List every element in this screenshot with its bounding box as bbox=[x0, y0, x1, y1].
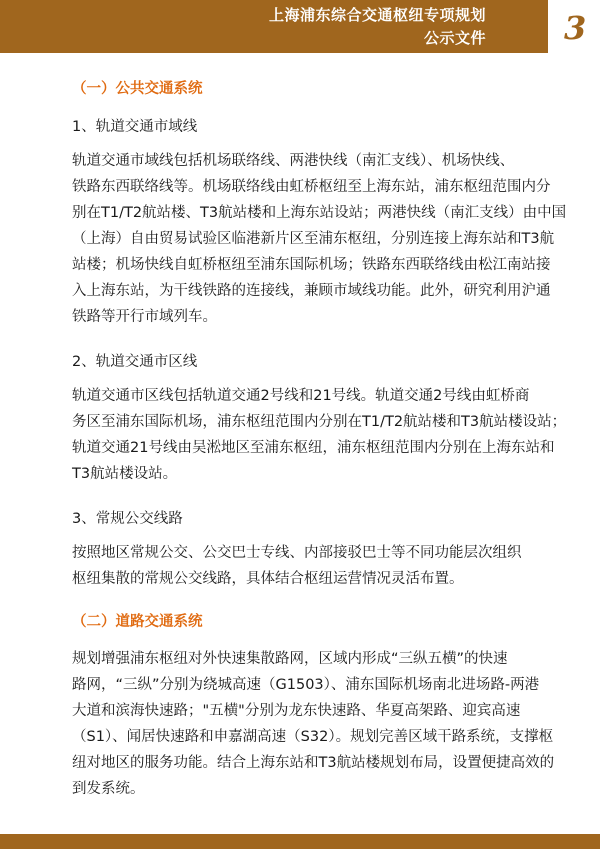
paragraph-line: 务区至浦东国际机场，浦东枢纽范围内分别在T1/T2航站楼和T3航站楼设站； bbox=[72, 414, 567, 430]
paragraph-line: 纽对地区的服务功能。结合上海东站和T3航站楼规划布局，设置便捷高效的 bbox=[72, 755, 555, 771]
section-heading-road-transport: （二）道路交通系统 bbox=[72, 614, 203, 630]
document-subtitle: 公示文件 bbox=[423, 29, 486, 47]
paragraph-line: 轨道交通市区线包括轨道交通2号线和21号线。轨道交通2号线由虹桥商 bbox=[72, 388, 530, 404]
page-number-box bbox=[548, 0, 600, 58]
subheading-suburban-rail: 1、轨道交通市域线 bbox=[72, 119, 198, 135]
paragraph-bus-routes bbox=[72, 540, 562, 592]
paragraph-line: 大道和滨海快速路；"五横"分别为龙东快速路、华夏高架路、迎宾高速 bbox=[72, 703, 521, 719]
paragraph-line: 规划增强浦东枢纽对外快速集散路网，区域内形成“三纵五横”的快速 bbox=[72, 651, 508, 667]
paragraph-line: 到发系统。 bbox=[72, 781, 145, 797]
subheading-urban-rail: 2、轨道交通市区线 bbox=[72, 354, 198, 370]
header-band bbox=[0, 0, 548, 53]
subheading-bus-routes: 3、常规公交线路 bbox=[72, 511, 183, 527]
paragraph-line: 按照地区常规公交、公交巴士专线、内部接驳巴士等不同功能层次组织 bbox=[72, 545, 522, 561]
paragraph-line: 入上海东站，为干线铁路的连接线，兼顾市域线功能。此外，研究利用沪通 bbox=[72, 283, 551, 299]
paragraph-line: 别在T1/T2航站楼、T3航站楼和上海东站设站；两港快线（南汇支线）由中国 bbox=[72, 205, 567, 221]
paragraph-road-network bbox=[72, 646, 562, 802]
paragraph-line: T3航站楼设站。 bbox=[72, 466, 178, 482]
paragraph-line: 站楼；机场快线自虹桥枢纽至浦东国际机场；铁路东西联络线由松江南站接 bbox=[72, 257, 551, 273]
paragraph-line: 轨道交通21号线由吴淞地区至浦东枢纽，浦东枢纽范围内分别在上海东站和 bbox=[72, 440, 555, 456]
paragraph-line: 路网，“三纵”分别为绕城高速（G1503）、浦东国际机场南北进场路-两港 bbox=[72, 677, 540, 693]
paragraph-line: 枢纽集散的常规公交线路，具体结合枢纽运营情况灵活布置。 bbox=[72, 571, 464, 587]
page-number: 3 bbox=[564, 9, 587, 47]
paragraph-line: （上海）自由贸易试验区临港新片区至浦东枢纽，分别连接上海东站和T3航 bbox=[72, 231, 555, 247]
paragraph-line: 铁路等开行市域列车。 bbox=[72, 309, 217, 325]
paragraph-urban-rail bbox=[72, 383, 567, 487]
paragraph-suburban-rail bbox=[72, 148, 567, 330]
footer-bar bbox=[0, 834, 600, 849]
paragraph-line: （S1）、闻居快速路和申嘉湖高速（S32）。规划完善区域干路系统，支撑枢 bbox=[72, 729, 554, 745]
paragraph-line: 铁路东西联络线等。机场联络线由虹桥枢纽至上海东站，浦东枢纽范围内分 bbox=[72, 179, 551, 195]
document-title: 上海浦东综合交通枢纽专项规划 bbox=[268, 6, 486, 24]
paragraph-line: 轨道交通市域线包括机场联络线、两港快线（南汇支线）、机场快线、 bbox=[72, 153, 515, 169]
section-heading-public-transport: （一）公共交通系统 bbox=[72, 81, 203, 97]
